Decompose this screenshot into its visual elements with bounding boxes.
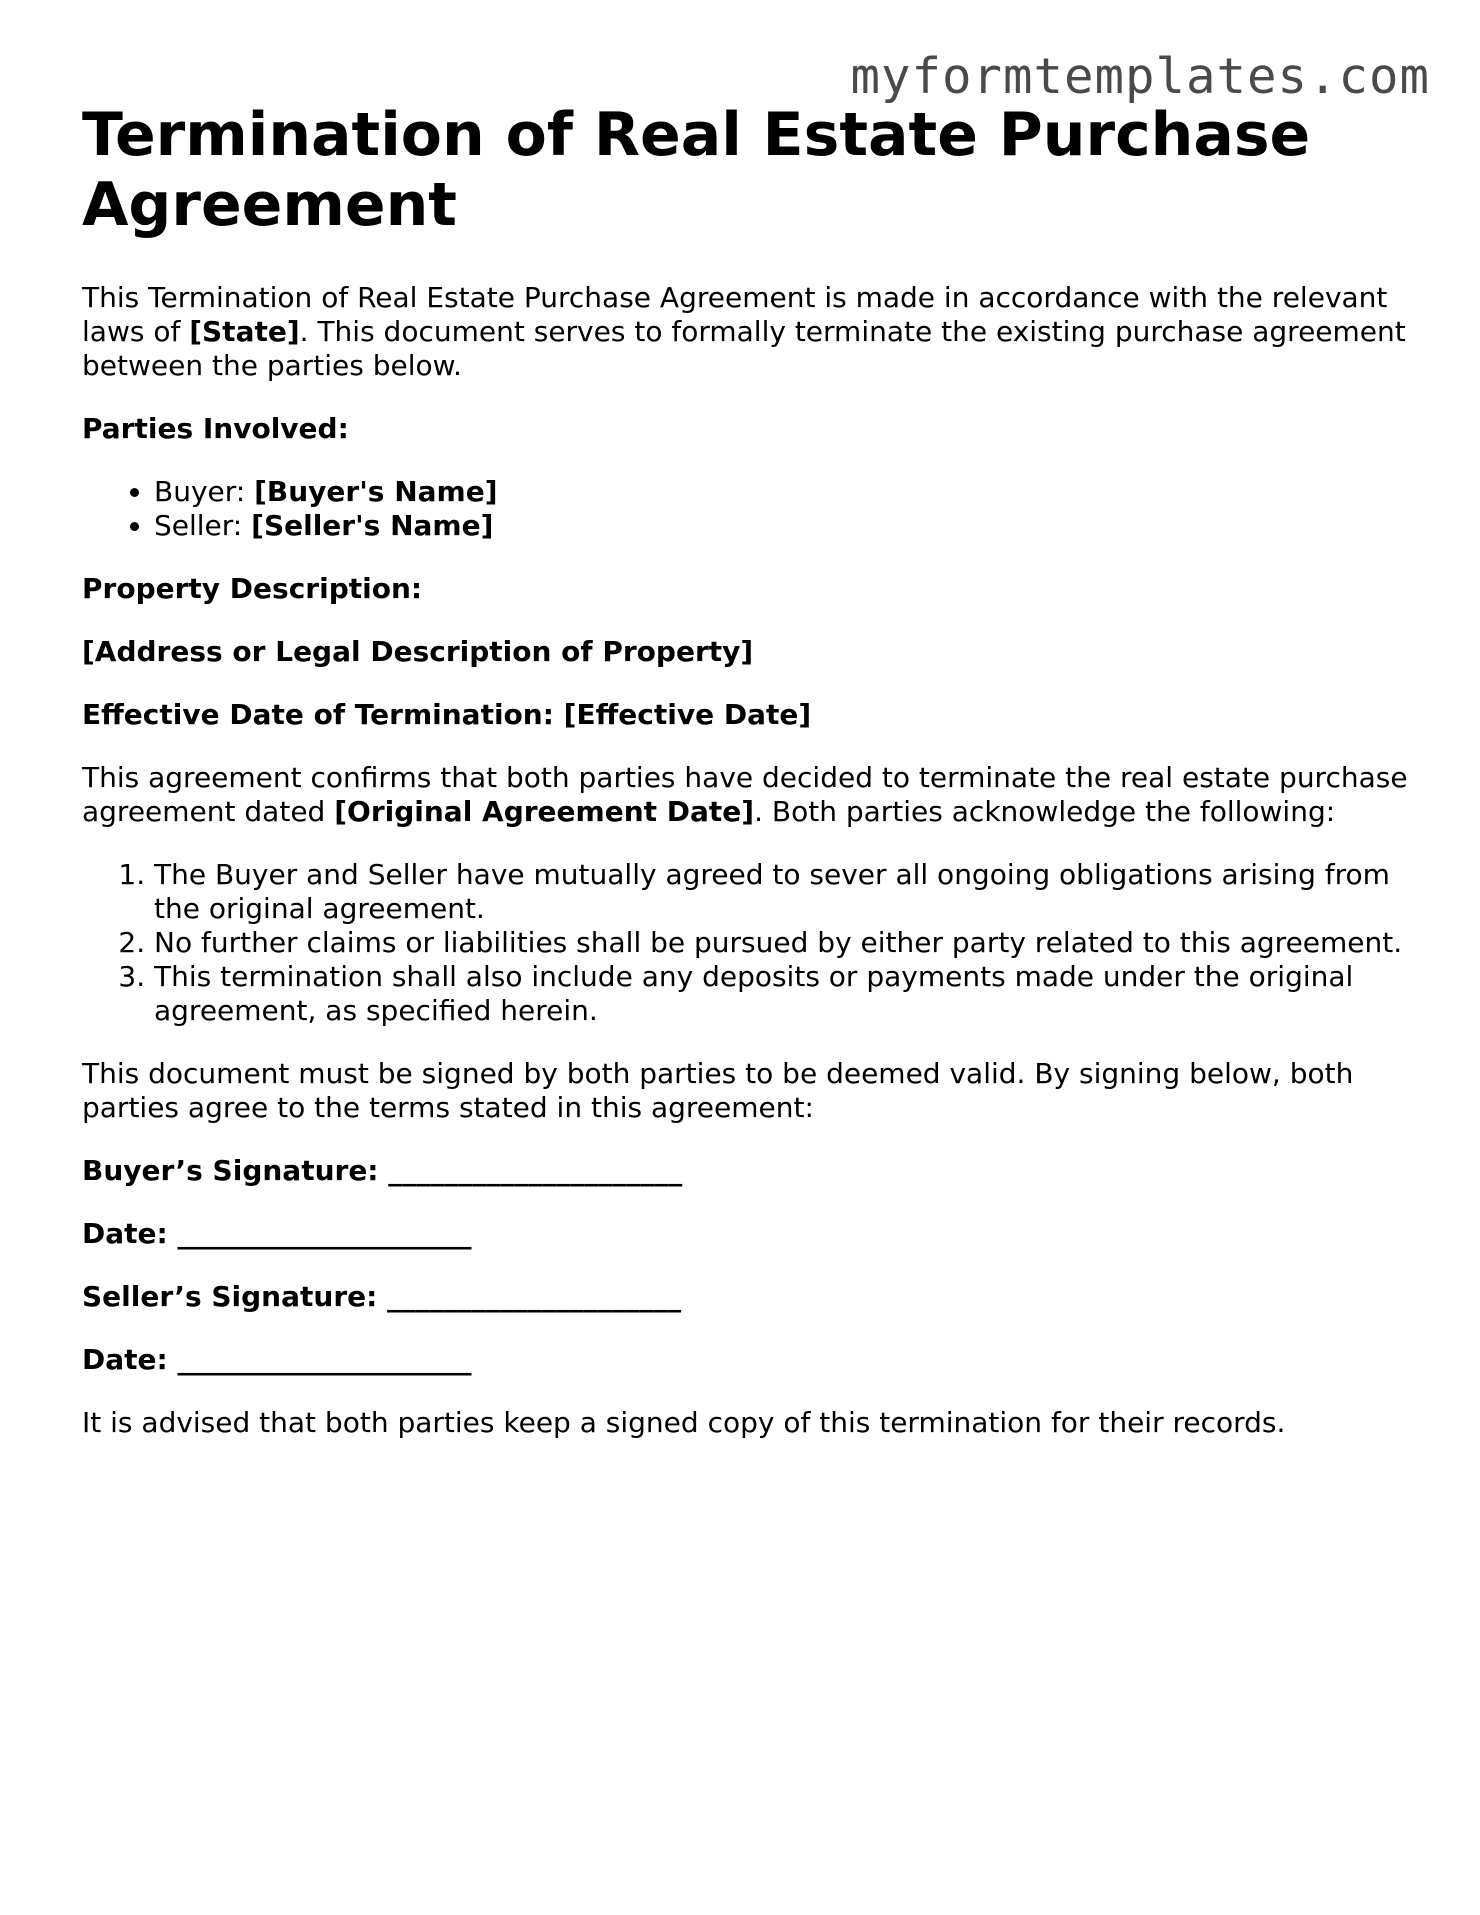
list-item-seller xyxy=(154,509,1412,543)
buyer-name-placeholder: [Buyer's Name] xyxy=(254,475,498,508)
seller-signature-line: Seller’s Signature: _____________________ xyxy=(82,1280,682,1313)
property-placeholder: [Address or Legal Description of Property] xyxy=(82,635,754,668)
buyer-signature-line: Buyer’s Signature: _____________________ xyxy=(82,1154,683,1187)
document-page xyxy=(82,100,1412,1440)
seller-name-placeholder: [Seller's Name] xyxy=(251,509,494,542)
confirm-text-1: This agreement confirms that both parties have decided to terminate the real estate purchase agreement dated xyxy=(82,761,1408,828)
confirm-paragraph xyxy=(82,761,1412,829)
list-item-term-1: 1. The Buyer and Seller have mutually agreed to sever all ongoing obligations arising from the original agreement. xyxy=(154,858,1412,926)
buyer-date-line: Date: _____________________ xyxy=(82,1217,472,1250)
signing-note: This document must be signed by both parties to be deemed valid. By signing below, both parties agree to the terms stated in this agreement: xyxy=(82,1057,1354,1124)
state-placeholder: [State] xyxy=(189,315,300,348)
intro-text-2: . This document serves to formally terminate the existing purchase agreement between the parties below. xyxy=(82,315,1406,382)
list-item-term-3: 3. This termination shall also include any deposits or payments made under the original agreement, as specified herein. xyxy=(154,960,1412,1028)
list-item-buyer xyxy=(154,475,1412,509)
seller-date-line: Date: _____________________ xyxy=(82,1343,472,1376)
buyer-label: Buyer: xyxy=(154,475,255,508)
parties-heading: Parties Involved: xyxy=(82,412,349,445)
intro-paragraph xyxy=(82,281,1412,383)
seller-label: Seller: xyxy=(154,509,252,542)
property-heading: Property Description: xyxy=(82,572,423,605)
confirm-text-2: . Both parties acknowledge the following: xyxy=(754,795,1336,828)
site-watermark: myformtemplates.com xyxy=(850,48,1430,105)
parties-list xyxy=(82,475,1412,543)
effective-date-line: Effective Date of Termination: [Effective Date] xyxy=(82,698,812,731)
original-date-placeholder: [Original Agreement Date] xyxy=(334,795,755,828)
list-item-term-2: 2. No further claims or liabilities shall be pursued by either party related to this agreement. xyxy=(154,926,1412,960)
closing-note: It is advised that both parties keep a signed copy of this termination for their records. xyxy=(82,1406,1286,1439)
terms-list xyxy=(82,858,1412,1028)
document-title: Termination of Real Estate Purchase Agreement xyxy=(82,100,1311,240)
intro-text-1: This Termination of Real Estate Purchase Agreement is made in accordance with the relevant laws of xyxy=(82,281,1388,348)
